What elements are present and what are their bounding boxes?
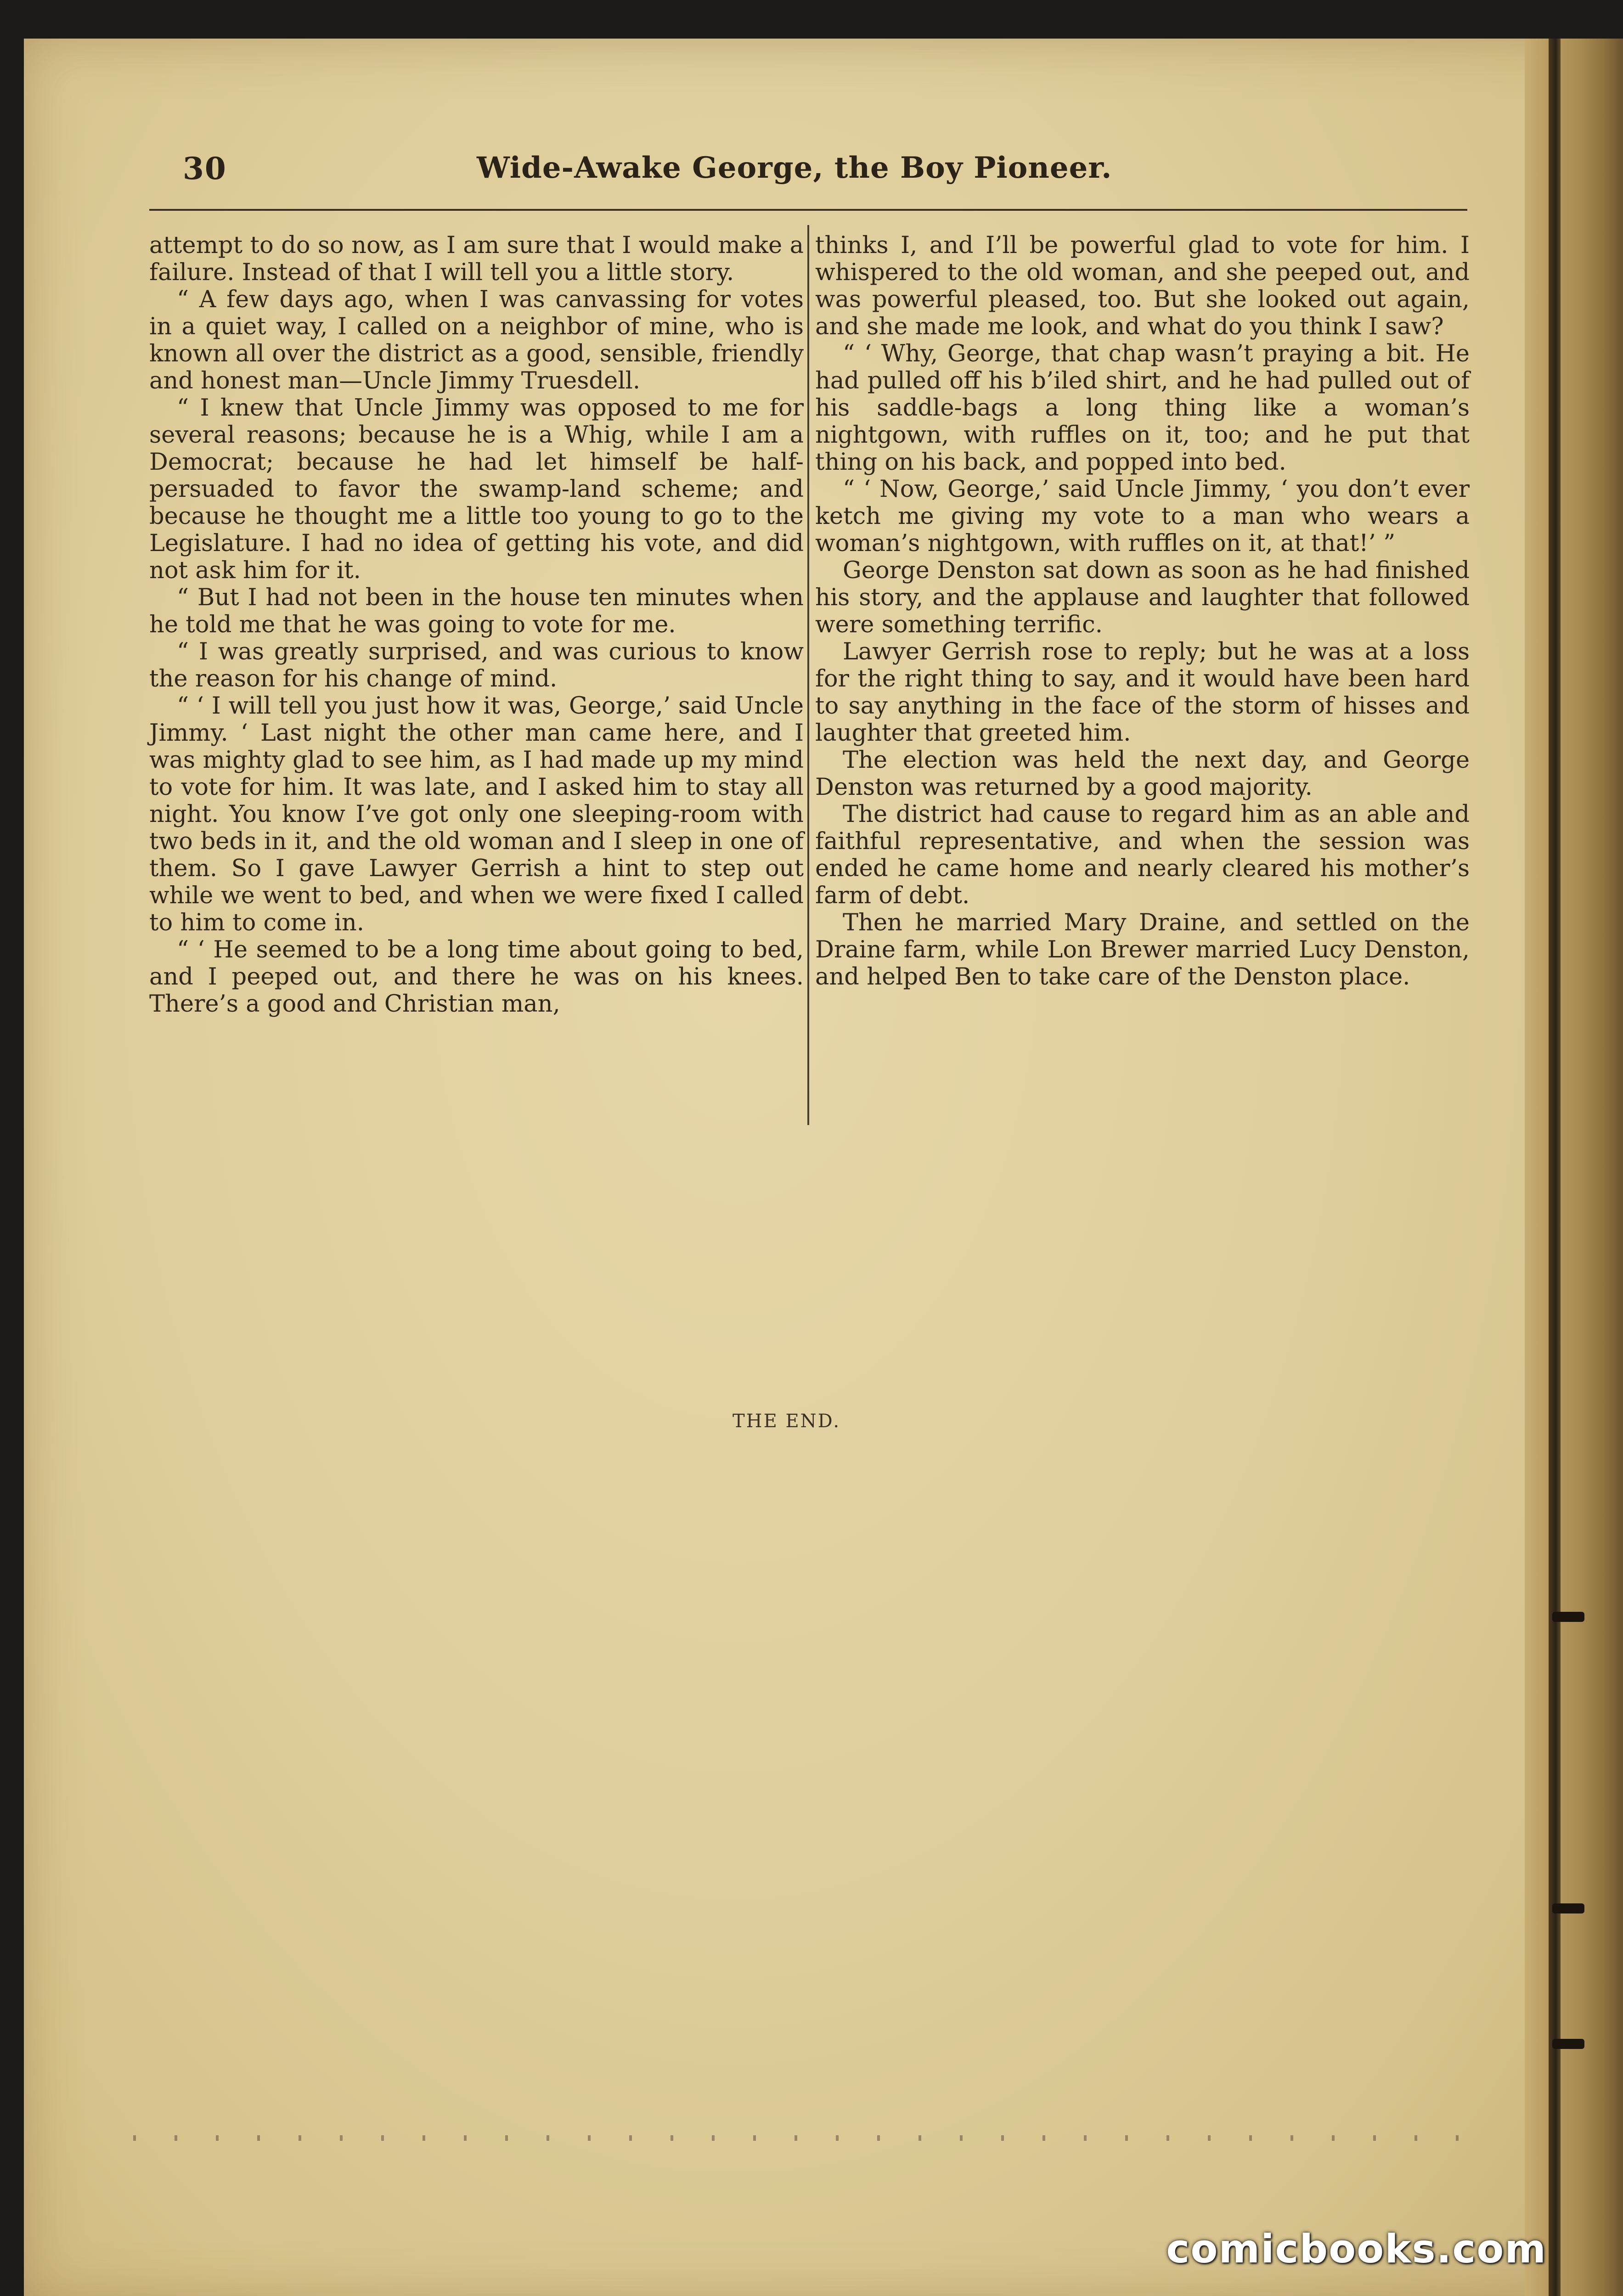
paragraph: “ But I had not been in the house ten minutes when he told me that he was going to vote for me. (149, 584, 804, 638)
binding-stitch (1552, 1903, 1584, 1913)
paragraph: “ ‘ Why, George, that chap wasn’t praying a bit. He had pulled off his b’iled shirt, and he had pulled out of his saddle-bags a long thing like a woman’s nightgown, with ruffles on it, too; and he put that thing on his back, and popped into bed. (815, 340, 1470, 476)
the-end-text: THE END. (733, 1411, 841, 1432)
paragraph: “ I was greatly surprised, and was curious to know the reason for his change of mind. (149, 638, 804, 692)
binding-stitch (1552, 2039, 1584, 2049)
right-column (815, 232, 1470, 990)
paragraph: Lawyer Gerrish rose to reply; but he was at a loss for the right thing to say, and it would have been hard to say anything in the face of the storm of hisses and laughter that greeted him. (815, 638, 1470, 747)
paragraph: thinks I, and I’ll be powerful glad to vote for him. I whispered to the old woman, and she peeped out, and was powerful pleased, too. But she looked out again, and she made me look, and what do you think I saw? (815, 232, 1470, 340)
header-rule (149, 209, 1467, 211)
page-binding (1525, 39, 1623, 2296)
paragraph: “ ‘ He seemed to be a long time about going to bed, and I peeped out, and there he was on his knees. There’s a good and Christian man, (149, 936, 804, 1018)
paragraph: “ ‘ I will tell you just how it was, George,’ said Uncle Jimmy. ‘ Last night the other man came here, and I was mighty glad to see him, as I had made up my mind to vote for him. It was late, and I asked him to stay all night. You know I’ve got only one sleeping-room with two beds in it, and the old woman and I sleep in one of them. So I gave Lawyer Gerrish a hint to step out while we went to bed, and when we were fixed I called to him to come in. (149, 692, 804, 936)
watermark-text: comicbooks.com (1166, 2226, 1547, 2272)
paragraph: “ I knew that Uncle Jimmy was opposed to me for several reasons; because he is a Whig, while I am a Democrat; because he had let himself be half-persuaded to favor the swamp-land scheme; and because he thought me a little too young to go to the Legislature. I had no idea of getting his vote, and did not ask him for it. (149, 394, 804, 584)
column-divider (807, 225, 809, 1125)
binding-gutter (1549, 39, 1561, 2296)
paragraph: “ ‘ Now, George,’ said Uncle Jimmy, ‘ you don’t ever ketch me giving my vote to a man who wears a woman’s nightgown, with ruffles on it, at that!’ ” (815, 476, 1470, 557)
binding-stitch (1552, 1612, 1584, 1622)
page-number: 30 (183, 151, 227, 186)
paragraph: “ A few days ago, when I was canvassing for votes in a quiet way, I called on a neighbor of mine, who is known all over the district as a good, sensible, friendly and honest man—Uncle Jimmy Truesdell. (149, 286, 804, 394)
running-title: Wide-Awake George, the Boy Pioneer. (477, 151, 1112, 185)
paragraph: George Denston sat down as soon as he had finished his story, and the applause and laughter that followed were something terrific. (815, 557, 1470, 638)
paragraph: The election was held the next day, and George Denston was returned by a good majority. (815, 747, 1470, 801)
paragraph: The district had cause to regard him as an able and faithful representative, and when the session was ended he came home and nearly cleared his mother’s farm of debt. (815, 801, 1470, 909)
print-specks (133, 2135, 1465, 2141)
left-column (149, 232, 804, 1018)
paragraph: attempt to do so now, as I am sure that I would make a failure. Instead of that I will tell you a little story. (149, 232, 804, 286)
paragraph: Then he married Mary Draine, and settled on the Draine farm, while Lon Brewer married Lucy Denston, and helped Ben to take care of the Denston place. (815, 909, 1470, 990)
